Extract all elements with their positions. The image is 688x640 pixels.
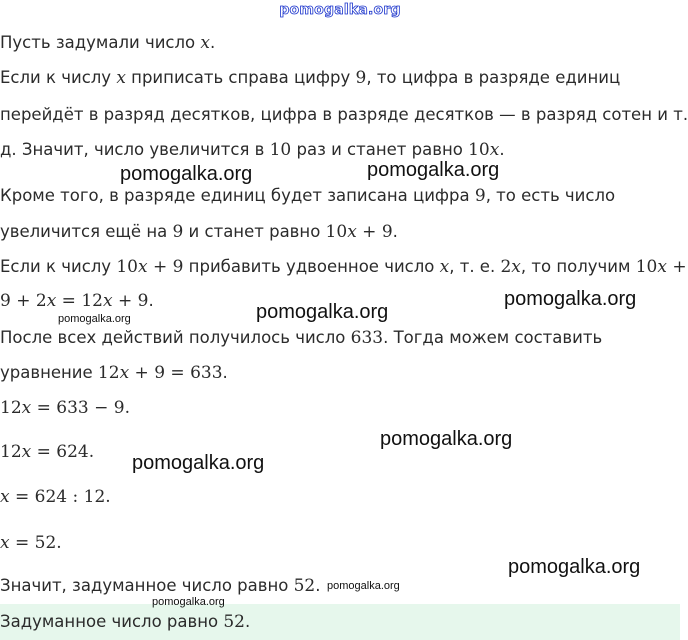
watermark: pomogalka.org [120, 163, 253, 185]
conclusion-line: Значит, задуманное число равно 52. [0, 576, 321, 596]
solution-line-6: увеличится ещё на 9 и станет равно 10x + 9. [0, 222, 398, 242]
solution-line-9: После всех действий получилось число 633. Тогда можем составить [0, 328, 603, 348]
watermark: pomogalka.org [380, 428, 513, 450]
solution-line-4: д. Значит, число увеличится в 10 раз и станет равно 10x. [0, 140, 505, 160]
watermark: pomogalka.org [508, 556, 641, 578]
equation-step-2: 12x = 624. [0, 442, 95, 462]
watermark-top: pomogalka.org [279, 2, 401, 18]
solution-line-2: Если к числу x приписать справа цифру 9, то цифра в разряде единиц [0, 68, 621, 88]
answer-text: Задуманное число равно 52. [0, 612, 251, 632]
watermark: pomogalka.org [504, 288, 637, 310]
equation-step-4: x = 52. [0, 533, 62, 553]
solution-line-5: Кроме того, в разряде единиц будет записана цифра 9, то есть число [0, 186, 616, 206]
solution-line-10: уравнение 12x + 9 = 633. [0, 363, 228, 383]
equation-step-1: 12x = 633 − 9. [0, 398, 131, 418]
watermark: pomogalka.org [132, 452, 265, 474]
solution-line-8: 9 + 2x = 12x + 9. [0, 291, 154, 311]
watermark: pomogalka.org [256, 301, 389, 323]
watermark: pomogalka.org [367, 159, 500, 181]
solution-line-3: перейдёт в разряд десятков, цифра в разряде десятков — в разряд сотен и т. [0, 105, 688, 124]
watermark: pomogalka.org [152, 596, 225, 608]
solution-line-7: Если к числу 10x + 9 прибавить удвоенное число x, т. е. 2x, то получим 10x + [0, 257, 687, 277]
solution-line-1: Пусть задумали число x. [0, 33, 216, 53]
watermark: pomogalka.org [327, 580, 400, 592]
equation-step-3: x = 624 : 12. [0, 487, 111, 507]
watermark: pomogalka.org [58, 313, 131, 325]
